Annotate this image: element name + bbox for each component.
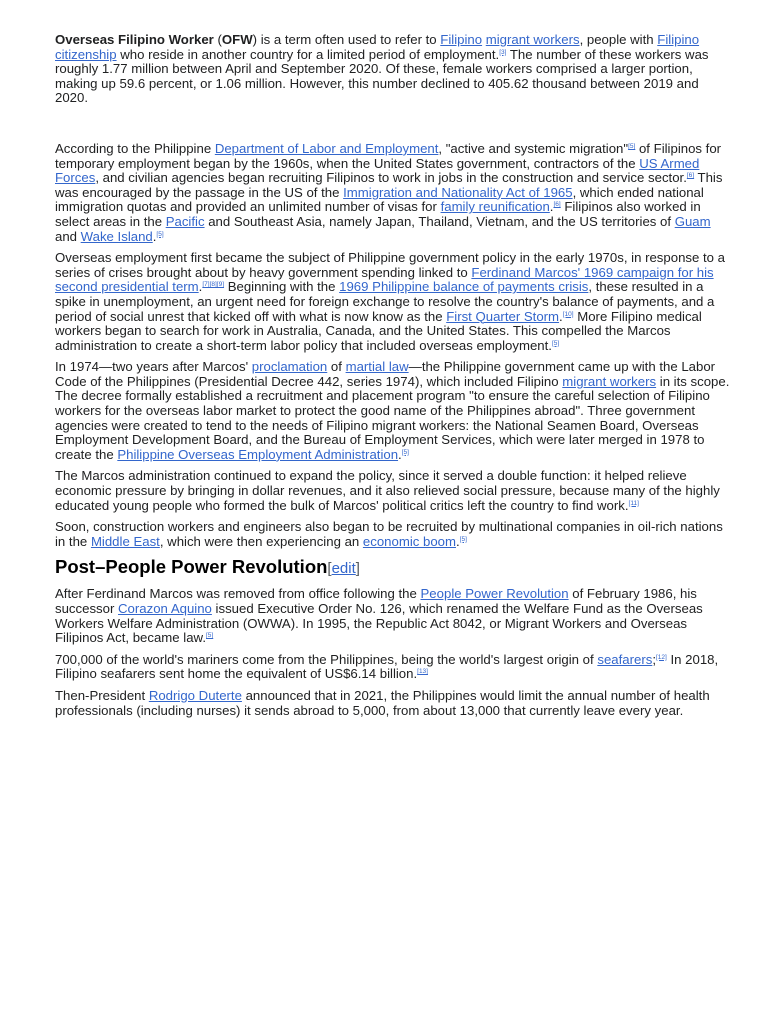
link-first-quarter-storm[interactable]: First Quarter Storm — [446, 308, 560, 324]
link-filipino-citizenship[interactable]: Filipino citizenship — [55, 32, 700, 62]
link-economic-boom[interactable]: economic boom — [362, 533, 456, 549]
text: —the Philippine government came up with the Labor Code of the Philippines (Presidential Decree 442, series 1974), which included Filipino — [55, 359, 716, 389]
citation-link[interactable]: [3] — [499, 48, 507, 56]
text: ; — [652, 651, 656, 667]
link-immigration-act[interactable]: Immigration and Nationality Act of 1965 — [343, 184, 573, 200]
citation-link[interactable]: [5] — [156, 230, 164, 238]
link-poea[interactable]: Philippine Overseas Employment Administration — [117, 446, 399, 462]
paragraph-ppr-3 — [55, 689, 733, 718]
link-family-reunification[interactable]: family reunification — [440, 199, 550, 215]
citation — [206, 632, 213, 639]
article-body — [55, 33, 733, 725]
text: . — [398, 446, 402, 462]
text: and — [55, 228, 81, 244]
citation — [656, 654, 667, 661]
abbr-bold: OFW — [221, 32, 253, 47]
link-dole[interactable]: Department of Labor and Employment — [214, 140, 439, 156]
paragraph-ppr-1 — [55, 587, 733, 645]
edit-link[interactable]: edit — [331, 560, 356, 578]
link-migrant-workers[interactable]: migrant workers — [485, 32, 580, 47]
text: is a term often used to refer to — [257, 32, 441, 47]
paragraph-ppr-2 — [55, 653, 733, 682]
citation-link[interactable]: [5] — [401, 448, 409, 456]
bracket: [ — [327, 560, 332, 578]
citation — [553, 201, 560, 208]
text: of Filipinos for temporary employment began by the 1960s, when the United States government, contractors of the — [55, 140, 722, 171]
citation — [417, 668, 428, 675]
intro-paragraph: Overseas Filipino Worker (OFW) is a term often used to refer to Filipino migrant workers, people with Filipino citizenship who reside in another country for a limited period of employment.[3] The number of these workers was roughly 1.77 million between April and September 2020. Of these, female workers comprised a larger portion, making up 59.6 percent, or 1.06 million. However, this number declined to 405.62 thousand between 2019 and 2020. — [55, 32, 709, 106]
paragraph-history-3 — [55, 360, 733, 462]
link-pacific[interactable]: Pacific — [165, 213, 205, 229]
citation — [629, 500, 639, 507]
text: Beginning with the — [224, 279, 340, 295]
link-martial-law[interactable]: martial law — [345, 359, 409, 375]
bracket: ] — [355, 560, 360, 578]
paragraph-history-4 — [55, 469, 733, 513]
citation-link[interactable]: [5] — [459, 535, 467, 543]
link-filipino[interactable]: Filipino — [440, 32, 483, 47]
text: The number of these workers was roughly 1.77 million between April and September 2020. Of these, female workers comprised a larger portion, making up 59.6 percent, or 1.06 million. However, this number declined to 405.62 thousand between 2019 and 2020. — [55, 46, 709, 106]
text: Soon, construction workers and engineers also began to be recruited by multinational companies in oil-rich nations in the — [55, 519, 723, 549]
text: issued Executive Order No. 126, which renamed the Welfare Fund as the Overseas Workers Welfare Administration (OWWA). In 1995, the Republic Act 8042, or Migrant Workers and Overseas Filipinos Act, became law. — [55, 601, 703, 646]
link-us-armed-forces[interactable]: US Armed Forces — [55, 155, 700, 186]
paragraph-history-5 — [55, 520, 733, 549]
text: Overseas employment first became the subject of Philippine government policy in the early 1970s, in response to a series of crises brought about by heavy government spending linked to — [55, 250, 725, 280]
citation — [563, 311, 574, 318]
citation — [460, 536, 467, 543]
citation-link[interactable]: [5] — [551, 339, 560, 347]
citation-link[interactable]: [12] — [656, 653, 667, 661]
text: who reside in another country for a limited period of employment. — [116, 46, 500, 62]
text: , these resulted in a spike in unemployment, an urgent need for foreign exchange to resolve the country's balance of payments, and a period of social unrest that kicked off with what is now know as the — [55, 279, 715, 324]
citation-link[interactable]: [6] — [553, 201, 561, 209]
text: . — [456, 533, 460, 549]
text: In 1974—two years after Marcos' — [55, 359, 252, 375]
text: In 2018, Filipino seafarers sent home the equivalent of US$6.14 billion. — [55, 651, 719, 682]
link-wake-island[interactable]: Wake Island — [80, 228, 153, 244]
citation-link[interactable]: [13] — [417, 668, 428, 676]
citation-link[interactable]: [6] — [686, 172, 695, 180]
link-middle-east[interactable]: Middle East — [90, 533, 160, 549]
link-people-power-revolution[interactable]: People Power Revolution — [420, 586, 569, 602]
text: , "active and systemic migration" — [438, 140, 629, 156]
link-balance-of-payments-crisis[interactable]: 1969 Philippine balance of payments crisis — [339, 279, 589, 295]
link-marcos-campaign[interactable]: Ferdinand Marcos' 1969 campaign for his second presidential term — [55, 264, 714, 295]
text: 700,000 of the world's mariners come from the Philippines, being the world's largest origin of — [55, 651, 598, 667]
text: This was encouraged by the passage in the US of the — [55, 170, 723, 200]
citation — [202, 281, 224, 288]
text: . — [198, 279, 203, 295]
link-guam[interactable]: Guam — [674, 213, 711, 229]
citation-link[interactable]: [11] — [628, 499, 639, 507]
text: , and civilian agencies began recruiting Filipinos to work in jobs in the construction and service sector. — [95, 170, 687, 186]
text: The Marcos administration continued to expand the policy, since it served a double function: it helped relieve economic pressure by bringing in dollar revenues, and it also relieved social pressure, because many of the highly educated young people who formed the bulk of Marcos' political critics left the country to find work. — [55, 468, 720, 513]
citation-link[interactable]: [10] — [562, 310, 574, 318]
link-proclamation[interactable]: proclamation — [251, 359, 328, 375]
text: announced that in 2021, the Philippines would limit the annual number of health professionals (including nurses) it sends abroad to 5,000, from about 13,000 that currently leave every year. — [55, 687, 710, 718]
section-heading — [55, 556, 733, 580]
text: More Filipino medical workers began to search for work in Australia, Canada, and the United States. This compelled the Marcos administration to create a short-term labor policy that included overseas employment. — [55, 308, 702, 353]
edit-section — [327, 560, 360, 577]
text: of — [327, 359, 346, 375]
text: . — [559, 308, 563, 324]
text: , people with — [579, 32, 658, 47]
text: Then-President — [55, 687, 149, 703]
citation — [402, 449, 409, 456]
text: and Southeast Asia, namely Japan, Thailand, Vietnam, and the US territories of — [204, 213, 675, 229]
link-seafarers[interactable]: seafarers — [597, 651, 653, 667]
text: of February 1986, his successor — [55, 586, 697, 616]
text: , which were then experiencing an — [159, 533, 363, 549]
text: Filipinos also worked in select areas in the — [55, 199, 701, 229]
link-migrant-workers[interactable]: migrant workers — [562, 373, 657, 389]
paragraph-history-1 — [55, 142, 733, 244]
link-corazon-aquino[interactable]: Corazon Aquino — [118, 601, 212, 616]
section-title: Post–People Power Revolution — [55, 556, 328, 578]
text: in its scope. The decree formally established a recruitment and placement program "to ensure the careful selection of Filipino workers for the overseas labor market to protect the good name of the Philippines abroad". Three government agencies were created to tend to the needs of Filipino migrant workers: the National Seamen Board, Overseas Employment Development Board, and the Bureau of Employment Services, which were later merged in 1978 to create the — [55, 373, 730, 462]
paragraph-history-2 — [55, 251, 733, 353]
link-rodrigo-duterte[interactable]: Rodrigo Duterte — [148, 687, 242, 703]
text: , which ended national immigration quotas and provided an unlimited number of visas for — [55, 184, 704, 215]
citation — [156, 231, 163, 238]
text: . — [152, 228, 157, 244]
citation-link[interactable]: [5] — [206, 632, 214, 640]
text: . — [549, 199, 554, 215]
citation-link[interactable]: [7][8][9] — [202, 281, 225, 289]
term-bold: Overseas Filipino Worker — [55, 32, 214, 47]
text: According to the Philippine — [55, 140, 215, 156]
citation — [552, 340, 559, 347]
text: After Ferdinand Marcos was removed from office following the — [55, 586, 421, 602]
citation-link[interactable]: [5] — [628, 142, 636, 150]
